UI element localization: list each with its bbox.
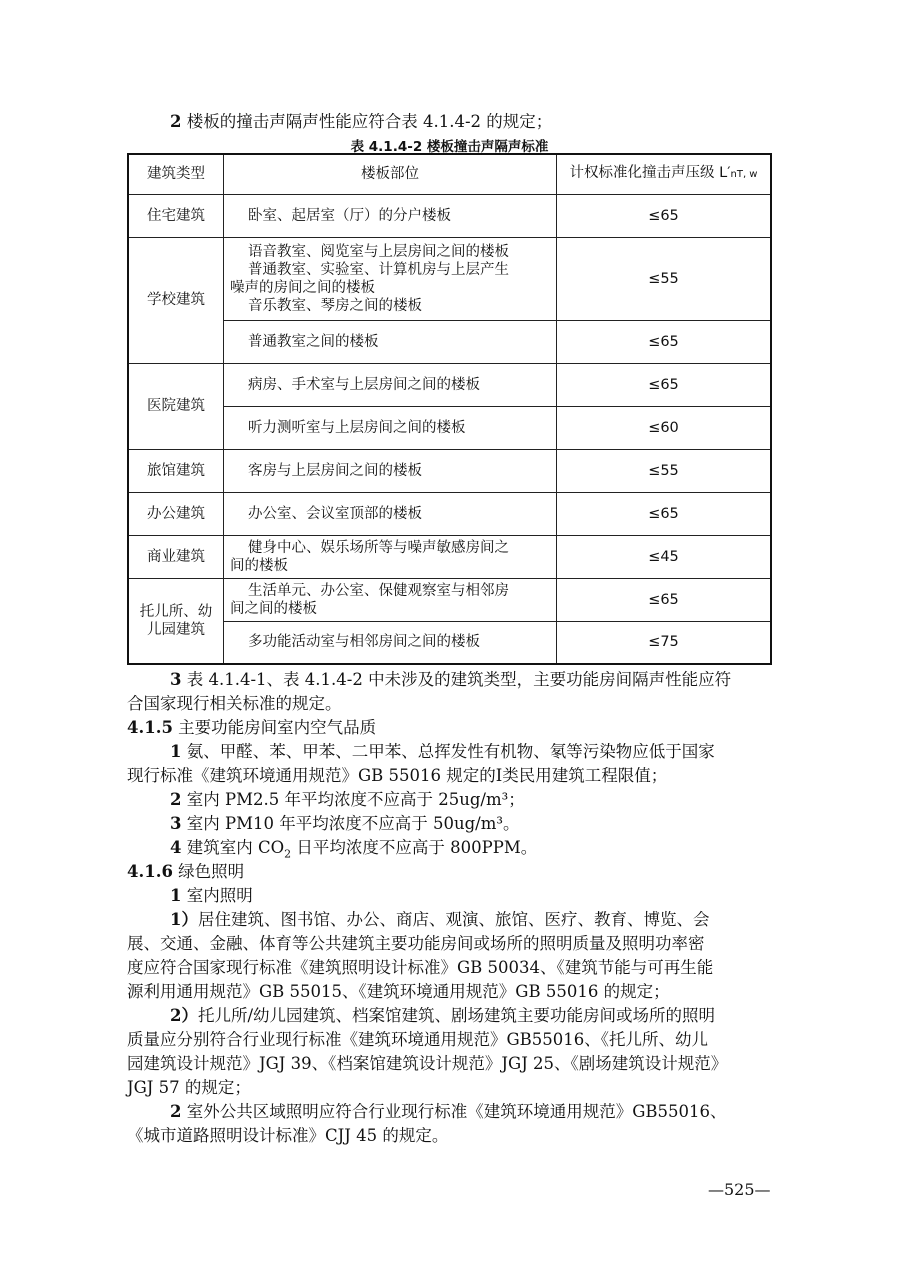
section-number: 4.1.6 (127, 862, 173, 881)
paragraph-line: 《城市道路照明设计标准》CJJ 45 的规定。 (127, 1126, 449, 1145)
section-heading (127, 862, 772, 882)
table-row (128, 406, 771, 449)
paragraph (170, 814, 815, 834)
floor-part-cell: 病房、手术室与上层房间之间的楼板 (224, 363, 557, 406)
floor-part-cell (224, 237, 557, 320)
sound-level-cell: ≤45 (557, 535, 772, 578)
table-caption: 表 4.1.4-2 楼板撞击声隔声标准 (350, 139, 549, 155)
paragraph-text: 氨、甲醛、苯、甲苯、二甲苯、总挥发性有机物、氡等污染物应低于国家 (181, 742, 715, 761)
table-row (128, 621, 771, 664)
paragraph (170, 910, 815, 930)
sound-level-cell: ≤65 (557, 194, 772, 237)
paragraph-text: 室内 PM10 年平均浓度不应高于 50ug/m³。 (181, 814, 520, 833)
floor-part-line: 语音教室、阅览室与上层房间之间的楼板 (248, 243, 509, 260)
floor-part-line: 音乐教室、琴房之间的楼板 (248, 297, 422, 314)
subscript: 2 (284, 847, 292, 861)
building-type-cell: 住宅建筑 (128, 194, 224, 237)
paragraph-text: 表 4.1.4-1、表 4.1.4-2 中未涉及的建筑类型，主要功能房间隔声性能应符 (181, 670, 732, 689)
paragraph-text: 托儿所/幼儿园建筑、档案馆建筑、剧场建筑主要功能房间或场所的照明 (197, 1006, 716, 1025)
paragraph (170, 1102, 815, 1122)
sound-level-cell: ≤65 (557, 492, 772, 535)
sound-level-cell: ≤75 (557, 621, 772, 664)
paragraph-line: 展、交通、金融、体育等公共建筑主要功能房间或场所的照明质量及照明功率密 (127, 934, 705, 953)
table-row (128, 578, 771, 621)
header-sound-level-sub: nT, w (730, 169, 758, 181)
paragraph-line: 合国家现行相关标准的规定。 (127, 694, 342, 713)
paragraph (170, 742, 815, 762)
table-row (128, 449, 771, 492)
header-building-type: 建筑类型 (128, 154, 224, 194)
building-type-cell: 办公建筑 (128, 492, 224, 535)
paragraph-line: 质量应分别符合行业现行标准《建筑环境通用规范》GB55016、《托儿所、幼儿 (127, 1030, 709, 1049)
floor-part-line: 生活单元、办公室、保健观察室与相邻房 (248, 582, 509, 599)
sound-level-cell: ≤60 (557, 406, 772, 449)
table-row (128, 320, 771, 363)
item-number: 2 (170, 1102, 182, 1121)
paragraph-line: 度应符合国家现行标准《建筑照明设计标准》GB 50034、《建筑节能与可再生能 (127, 958, 714, 977)
section-heading (127, 718, 772, 738)
paragraph-text: 室内 PM2.5 年平均浓度不应高于 25ug/m³； (181, 790, 525, 809)
paragraph-text: 室外公共区域照明应符合行业现行标准《建筑环境通用规范》GB55016、 (181, 1102, 727, 1121)
intro-paragraph (170, 112, 815, 132)
header-sound-level (557, 154, 772, 194)
sound-level-cell: ≤55 (557, 237, 772, 320)
building-type-cell: 旅馆建筑 (128, 449, 224, 492)
paragraph-line: JGJ 57 的规定； (127, 1078, 251, 1097)
paragraph (170, 1006, 815, 1026)
building-type-cell (128, 578, 224, 664)
section-title: 绿色照明 (172, 862, 245, 881)
building-type-cell: 医院建筑 (128, 363, 224, 449)
item-number: 1 (170, 886, 182, 905)
paragraph (170, 790, 815, 810)
floor-part-cell: 卧室、起居室（厅）的分户楼板 (224, 194, 557, 237)
section-title: 主要功能房间室内空气品质 (172, 718, 377, 737)
paragraph-text: 建筑室内 CO (181, 838, 285, 857)
item-number: 4 (170, 838, 182, 857)
floor-part-line: 间的楼板 (230, 557, 288, 574)
building-type-cell: 商业建筑 (128, 535, 224, 578)
building-type-line: 儿园建筑 (147, 621, 205, 638)
paragraph-line: 源利用通用规范》GB 55015、《建筑环境通用规范》GB 55016 的规定； (127, 982, 670, 1001)
paragraph-text: 楼板的撞击声隔声性能应符合表 4.1.4-2 的规定； (181, 112, 553, 131)
floor-part-cell (224, 535, 557, 578)
floor-part-cell (224, 578, 557, 621)
table-row (128, 194, 771, 237)
item-number: 1 (170, 742, 182, 761)
table-row (128, 237, 771, 320)
paragraph (170, 886, 815, 906)
paragraph-text: 日平均浓度不应高于 800PPM。 (291, 838, 538, 857)
item-number: 1） (170, 910, 198, 929)
floor-part-line: 间之间的楼板 (230, 600, 317, 617)
building-type-cell: 学校建筑 (128, 237, 224, 363)
floor-part-cell: 客房与上层房间之间的楼板 (224, 449, 557, 492)
floor-part-line: 噪声的房间之间的楼板 (230, 279, 375, 296)
building-type-line: 托儿所、幼 (139, 603, 213, 620)
paragraph (170, 670, 815, 690)
item-number: 2） (170, 1006, 198, 1025)
header-sound-level-main: 计权标准化撞击声压级 L′ (569, 165, 731, 182)
floor-part-line: 健身中心、娱乐场所等与噪声敏感房间之 (248, 539, 509, 556)
section-number: 4.1.5 (127, 718, 173, 737)
floor-part-cell: 普通教室之间的楼板 (224, 320, 557, 363)
floor-part-cell: 听力测听室与上层房间之间的楼板 (224, 406, 557, 449)
paragraph (170, 838, 815, 864)
paragraph-text: 室内照明 (181, 886, 253, 905)
paragraph-line: 现行标准《建筑环境通用规范》GB 55016 规定的Ⅰ类民用建筑工程限值； (127, 766, 668, 785)
table-row (128, 535, 771, 578)
table-header-row (128, 154, 771, 194)
header-floor-part: 楼板部位 (224, 154, 557, 194)
item-number: 3 (170, 670, 182, 689)
floor-part-cell: 多功能活动室与相邻房间之间的楼板 (224, 621, 557, 664)
item-number: 2 (170, 112, 182, 131)
floor-part-line: 普通教室、实验室、计算机房与上层产生 (248, 261, 509, 278)
page-number: —525— (708, 1180, 771, 1199)
impact-sound-table (127, 153, 772, 665)
table-row (128, 492, 771, 535)
table-row (128, 363, 771, 406)
sound-level-cell: ≤55 (557, 449, 772, 492)
floor-part-cell: 办公室、会议室顶部的楼板 (224, 492, 557, 535)
item-number: 2 (170, 790, 182, 809)
item-number: 3 (170, 814, 182, 833)
sound-level-cell: ≤65 (557, 578, 772, 621)
sound-level-cell: ≤65 (557, 363, 772, 406)
sound-level-cell: ≤65 (557, 320, 772, 363)
paragraph-line: 园建筑设计规范》JGJ 39、《档案馆建筑设计规范》JGJ 25、《剧场建筑设计规范》 (127, 1054, 728, 1073)
paragraph-text: 居住建筑、图书馆、办公、商店、观演、旅馆、医疗、教育、博览、会 (197, 910, 710, 929)
